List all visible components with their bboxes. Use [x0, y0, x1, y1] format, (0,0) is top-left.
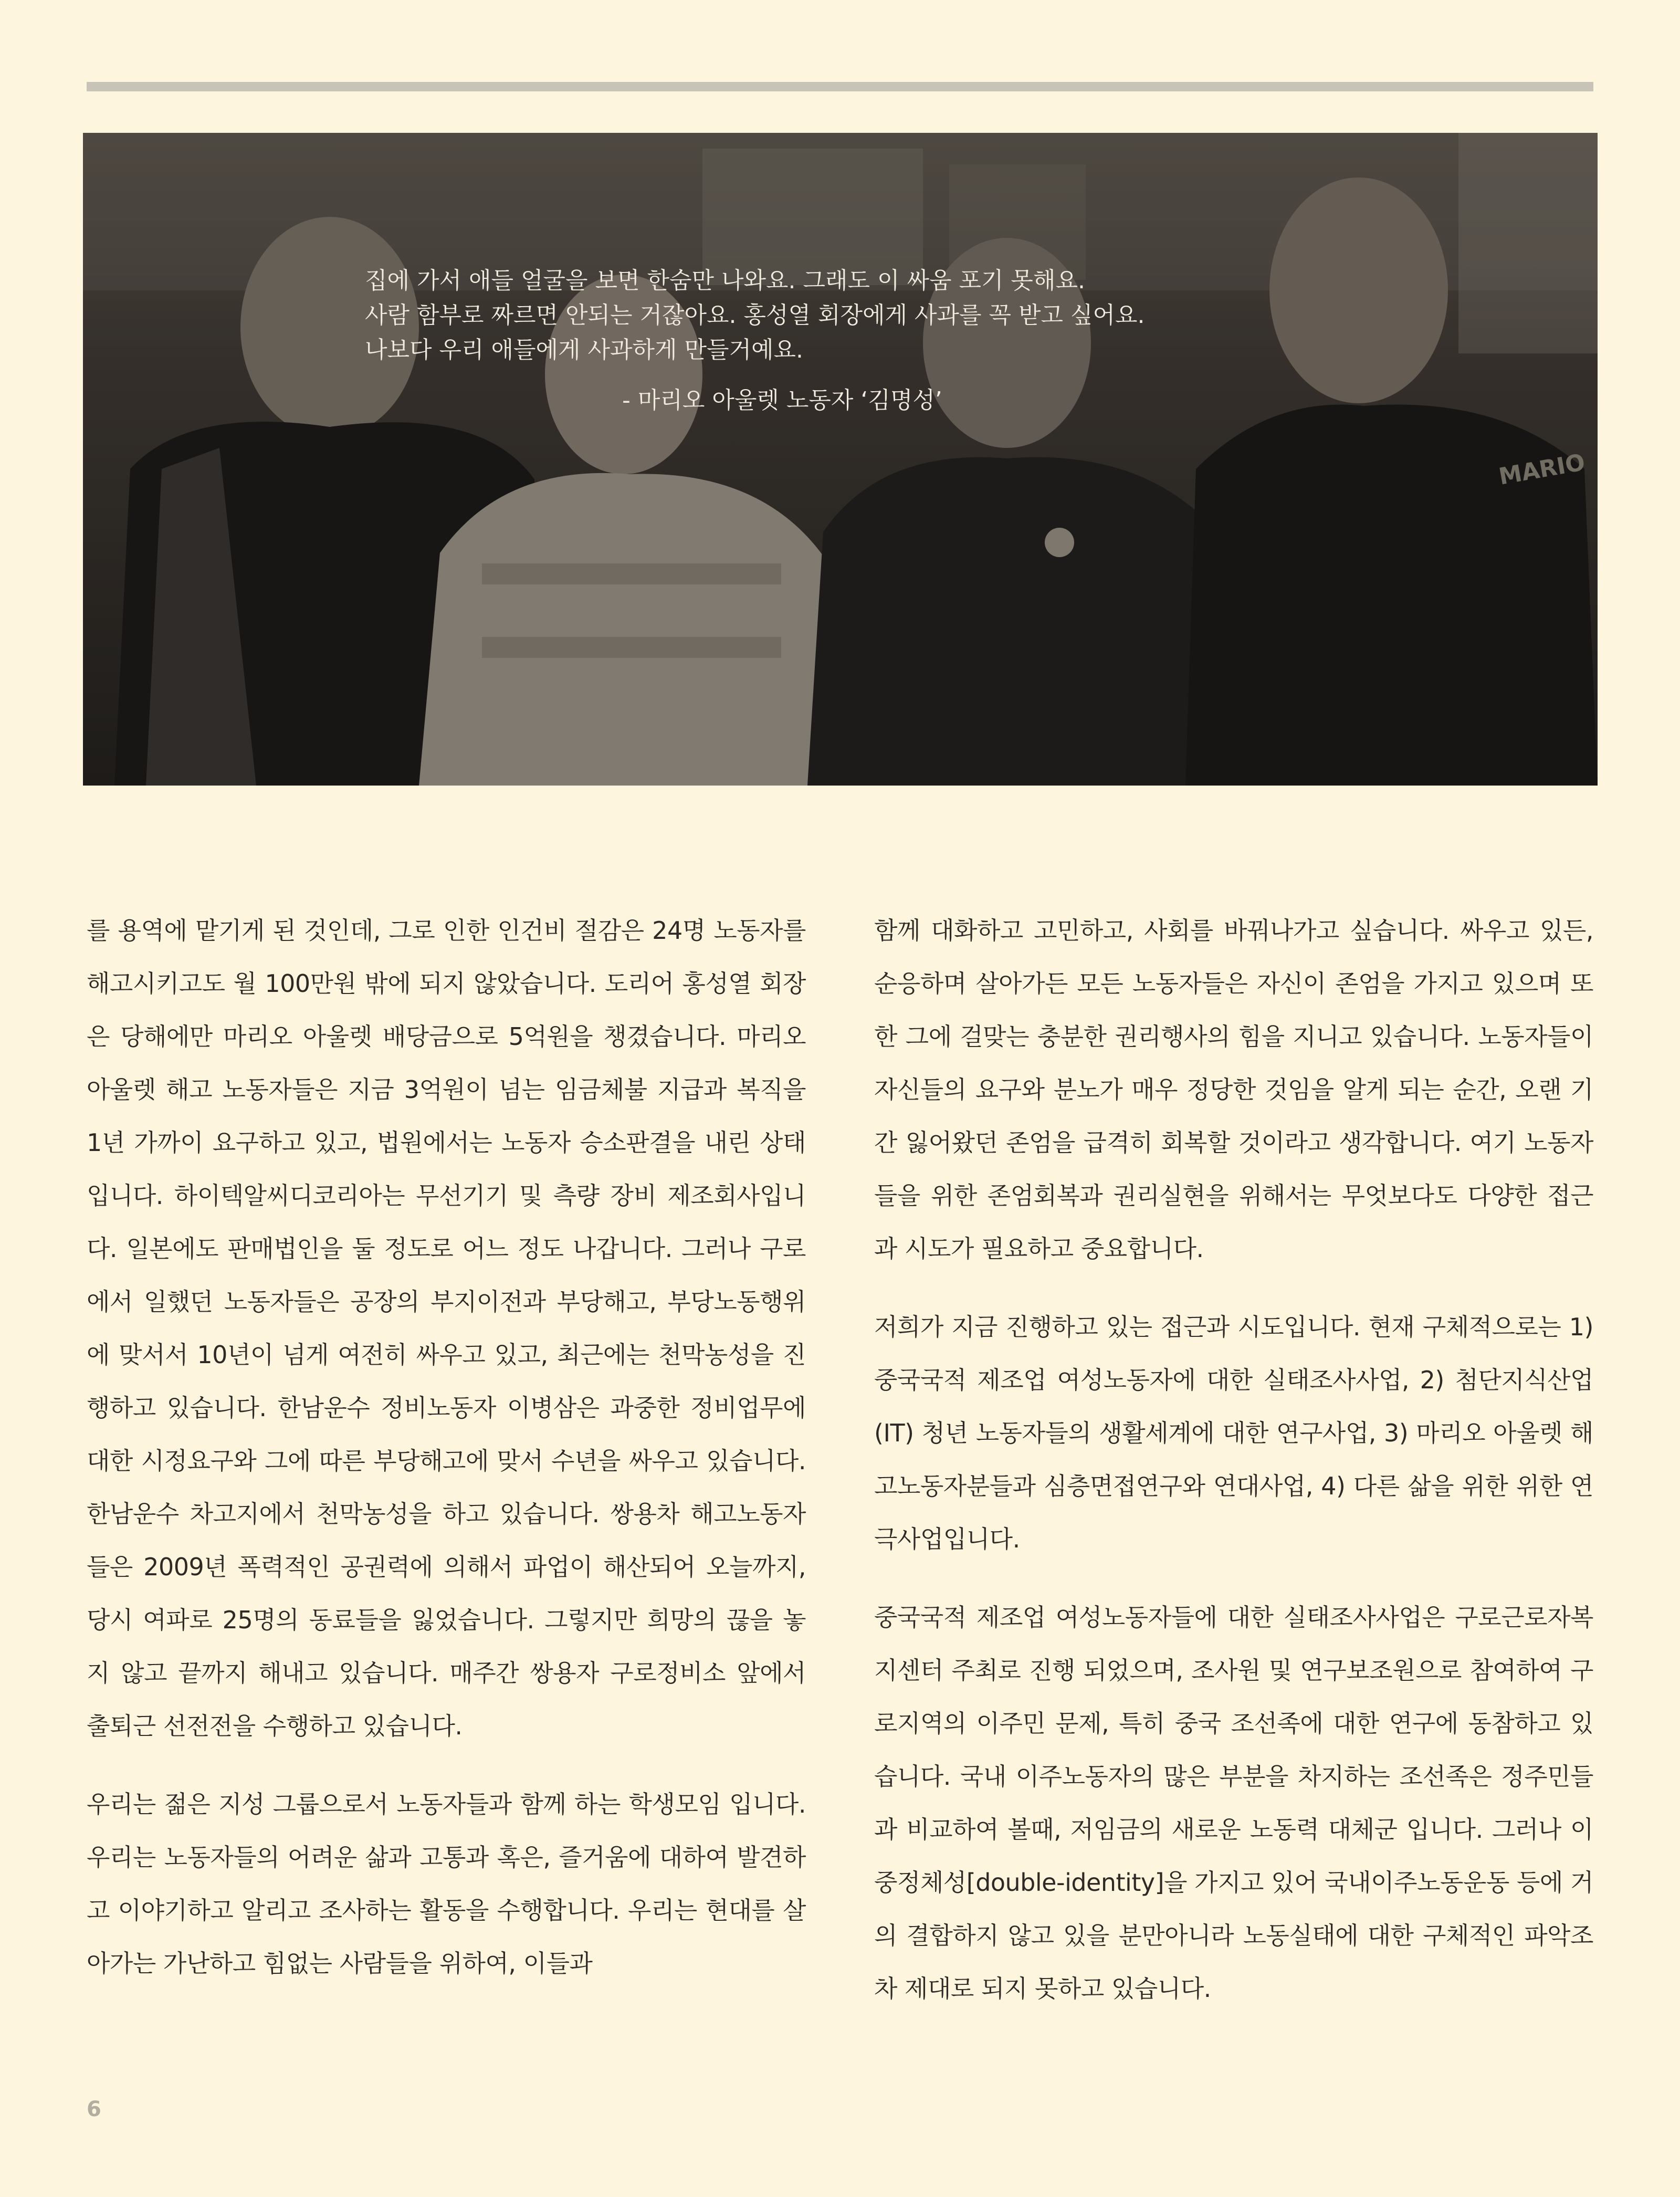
quote-line: 사람 함부로 짜르면 안되는 거잖아요. 홍성열 회장에게 사과를 꼭 받고 싶어요. — [365, 302, 1145, 329]
quote-attribution: - 마리오 아울렛 노동자 ‘김명성’ — [622, 387, 942, 414]
body-paragraph: 우리는 젊은 지성 그룹으로서 노동자들과 함께 하는 학생모임 입니다. 우리는 노동자들의 어려운 삶과 고통과 혹은, 즐거움에 대하여 발견하고 이야기하고 알리고 조사하는 활동을 수행합니다. 우리는 현대를 살아가는 가난하고 힘없는 사람들을 위하여, 이들과 — [87, 1790, 806, 1978]
photo-four-workers — [83, 133, 1598, 786]
quote-line: 나보다 우리 애들에게 사과하게 만들거예요. — [365, 337, 804, 363]
body-paragraph: 저희가 지금 진행하고 있는 접근과 시도입니다. 현재 구체적으로는 1) 중국국적 제조업 여성노동자에 대한 실태조사사업, 2) 첨단지식산업(IT) 청년 노동자들의 생활세계에 대한 연구사업, 3) 마리오 아울렛 해고노동자분들과 심층면접연구와 연대사업, 4) 다른 삶을 위한 위한 연극사업입니다. — [874, 1313, 1593, 1553]
quote-line: 집에 가서 애들 얼굴을 보면 한숨만 나와요. 그래도 이 싸움 포기 못해요. — [365, 267, 1085, 294]
page-number: 6 — [87, 2097, 101, 2121]
body-paragraph: 중국국적 제조업 여성노동자들에 대한 실태조사사업은 구로근로자복지센터 주최로 진행 되었으며, 조사원 및 연구보조원으로 참여하여 구로지역의 이주민 문제, 특히 중국 조선족에 대한 연구에 동참하고 있습니다. 국내 이주노동자의 많은 부분을 차지하는 조선족은 정주민들과 비교하여 볼때, 저임금의 새로운 노동력 대체군 입니다. 그러나 이중정체성[double-identity]을 가지고 있어 국내이주노동운동 등에 거의 결합하지 않고 있을 분만아니라 노동실태에 대한 구체적인 파악조차 제대로 되지 못하고 있습니다. — [874, 1603, 1593, 2003]
top-rule — [87, 82, 1593, 91]
left-column — [87, 904, 806, 2015]
body-paragraph: 함께 대화하고 고민하고, 사회를 바꿔나가고 싶습니다. 싸우고 있든, 순응하며 살아가든 모든 노동자들은 자신이 존엄을 가지고 있으며 또한 그에 걸맞는 충분한 권리행사의 힘을 지니고 있습니다. 노동자들이 자신들의 요구와 분노가 매우 정당한 것임을 알게 되는 순간, 오랜 기간 잃어왔던 존엄을 급격히 회복할 것이라고 생각합니다. 여기 노동자들을 위한 존엄회복과 권리실현을 위해서는 무엇보다도 다양한 접근과 시도가 필요하고 중요합니다. — [874, 916, 1594, 1263]
jacket-logo: MARIO — [1497, 448, 1587, 490]
pull-quote — [365, 264, 1415, 418]
body-paragraph: 를 용역에 맡기게 된 것인데, 그로 인한 인건비 절감은 24명 노동자를 해고시키고도 월 100만원 밖에 되지 않았습니다. 도리어 홍성열 회장은 당해에만 마리오 아울렛 배당금으로 5억원을 챙겼습니다. 마리오 아울렛 해고 노동자들은 지금 3억원이 넘는 임금체불 지급과 복직을 1년 가까이 요구하고 있고, 법원에서는 노동자 승소판결을 내린 상태입니다. 하이텍알씨디코리아는 무선기기 및 측량 장비 제조회사입니다. 일본에도 판매법인을 둘 정도로 어느 정도 나갑니다. 그러나 구로에서 일했던 노동자들은 공장의 부지이전과 부당해고, 부당노동행위에 맞서서 10년이 넘게 여전히 싸우고 있고, 최근에는 천막농성을 진행하고 있습니다. 한남운수 정비노동자 이병삼은 과중한 정비업무에 대한 시정요구와 그에 따른 부당해고에 맞서 수년을 싸우고 있습니다. 한남운수 차고지에서 천막농성을 하고 있습니다. 쌍용차 해고노동자들은 2009년 폭력적인 공권력에 의해서 파업이 해산되어 오늘까지, 당시 여파로 25명의 동료들을 잃었습니다. 그렇지만 희망의 끊을 놓지 않고 끝까지 해내고 있습니다. 매주간 쌍용자 구로정비소 앞에서 출퇴근 선전전을 수행하고 있습니다. — [87, 916, 806, 1740]
right-column — [874, 904, 1593, 2041]
photo-illustration — [83, 133, 1598, 786]
